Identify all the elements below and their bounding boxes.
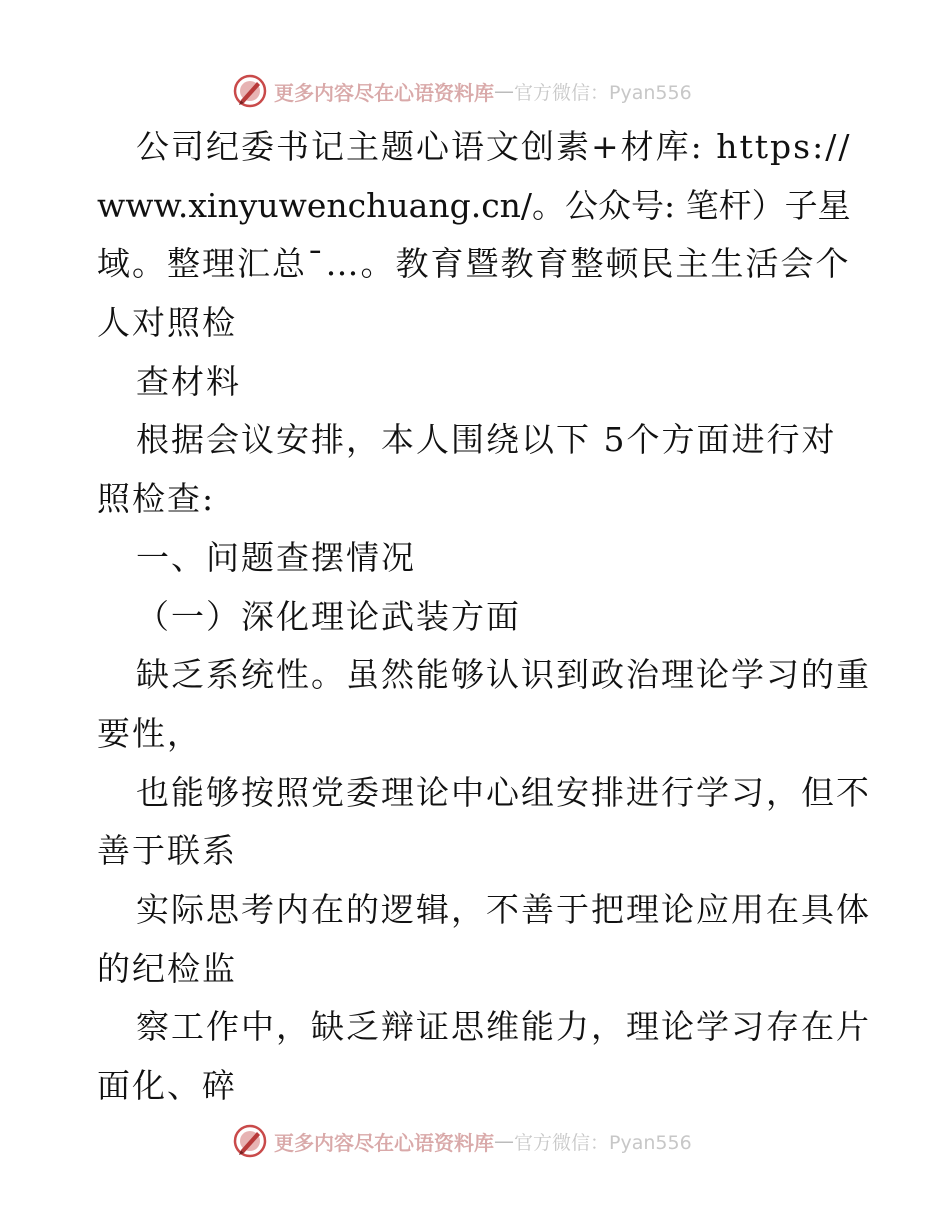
body-line: 域。整理汇总¯…。教育暨教育整顿民主生活会个 [97,244,851,284]
document-body [97,118,871,1116]
footer-watermark [232,1121,692,1161]
subsection-heading: （一）深化理论武装方面 [136,596,521,636]
body-line: 善于联系 [97,831,237,871]
body-line: 公司纪委书记主题心语文创素+材库: https:// [136,127,852,166]
body-line: 照检查: [97,479,216,519]
watermark-wechat-text: 官方微信：Pyan556 [514,81,692,104]
header-watermark [232,71,692,111]
body-line: 要性， [97,713,202,753]
body-line: 察工作中，缺乏辩证思维能力，理论学习存在片 [136,1007,871,1047]
body-line: 的纪检监 [97,948,237,988]
body-line: 根据会议安排，本人围绕以下 5个方面进行对 [136,420,837,460]
pen-logo-icon [232,1123,268,1159]
watermark-dash: — [494,79,514,103]
watermark-wechat-text: 官方微信：Pyan556 [514,1131,692,1154]
body-line: 面化、碎 [97,1066,237,1105]
pen-logo-icon [232,73,268,109]
body-line: 缺乏系统性。虽然能够认识到政治理论学习的重 [136,655,871,695]
body-line: www.xinyuwenchuang.cn/。公众号: 笔杆）子星 [97,185,851,225]
body-line: 实际思考内在的逻辑，不善于把理论应用在具体 [136,889,871,929]
body-line: 查材料 [136,361,241,401]
watermark-main-text: 更多内容尽在心语资料库 [274,80,494,105]
watermark-dash: — [494,1129,514,1153]
watermark-main-text: 更多内容尽在心语资料库 [274,1130,494,1155]
section-heading: 一、问题查摆情况 [136,537,416,577]
body-line: 人对照检 [97,303,237,343]
body-line: 也能够按照党委理论中心组安排进行学习，但不 [136,772,871,812]
